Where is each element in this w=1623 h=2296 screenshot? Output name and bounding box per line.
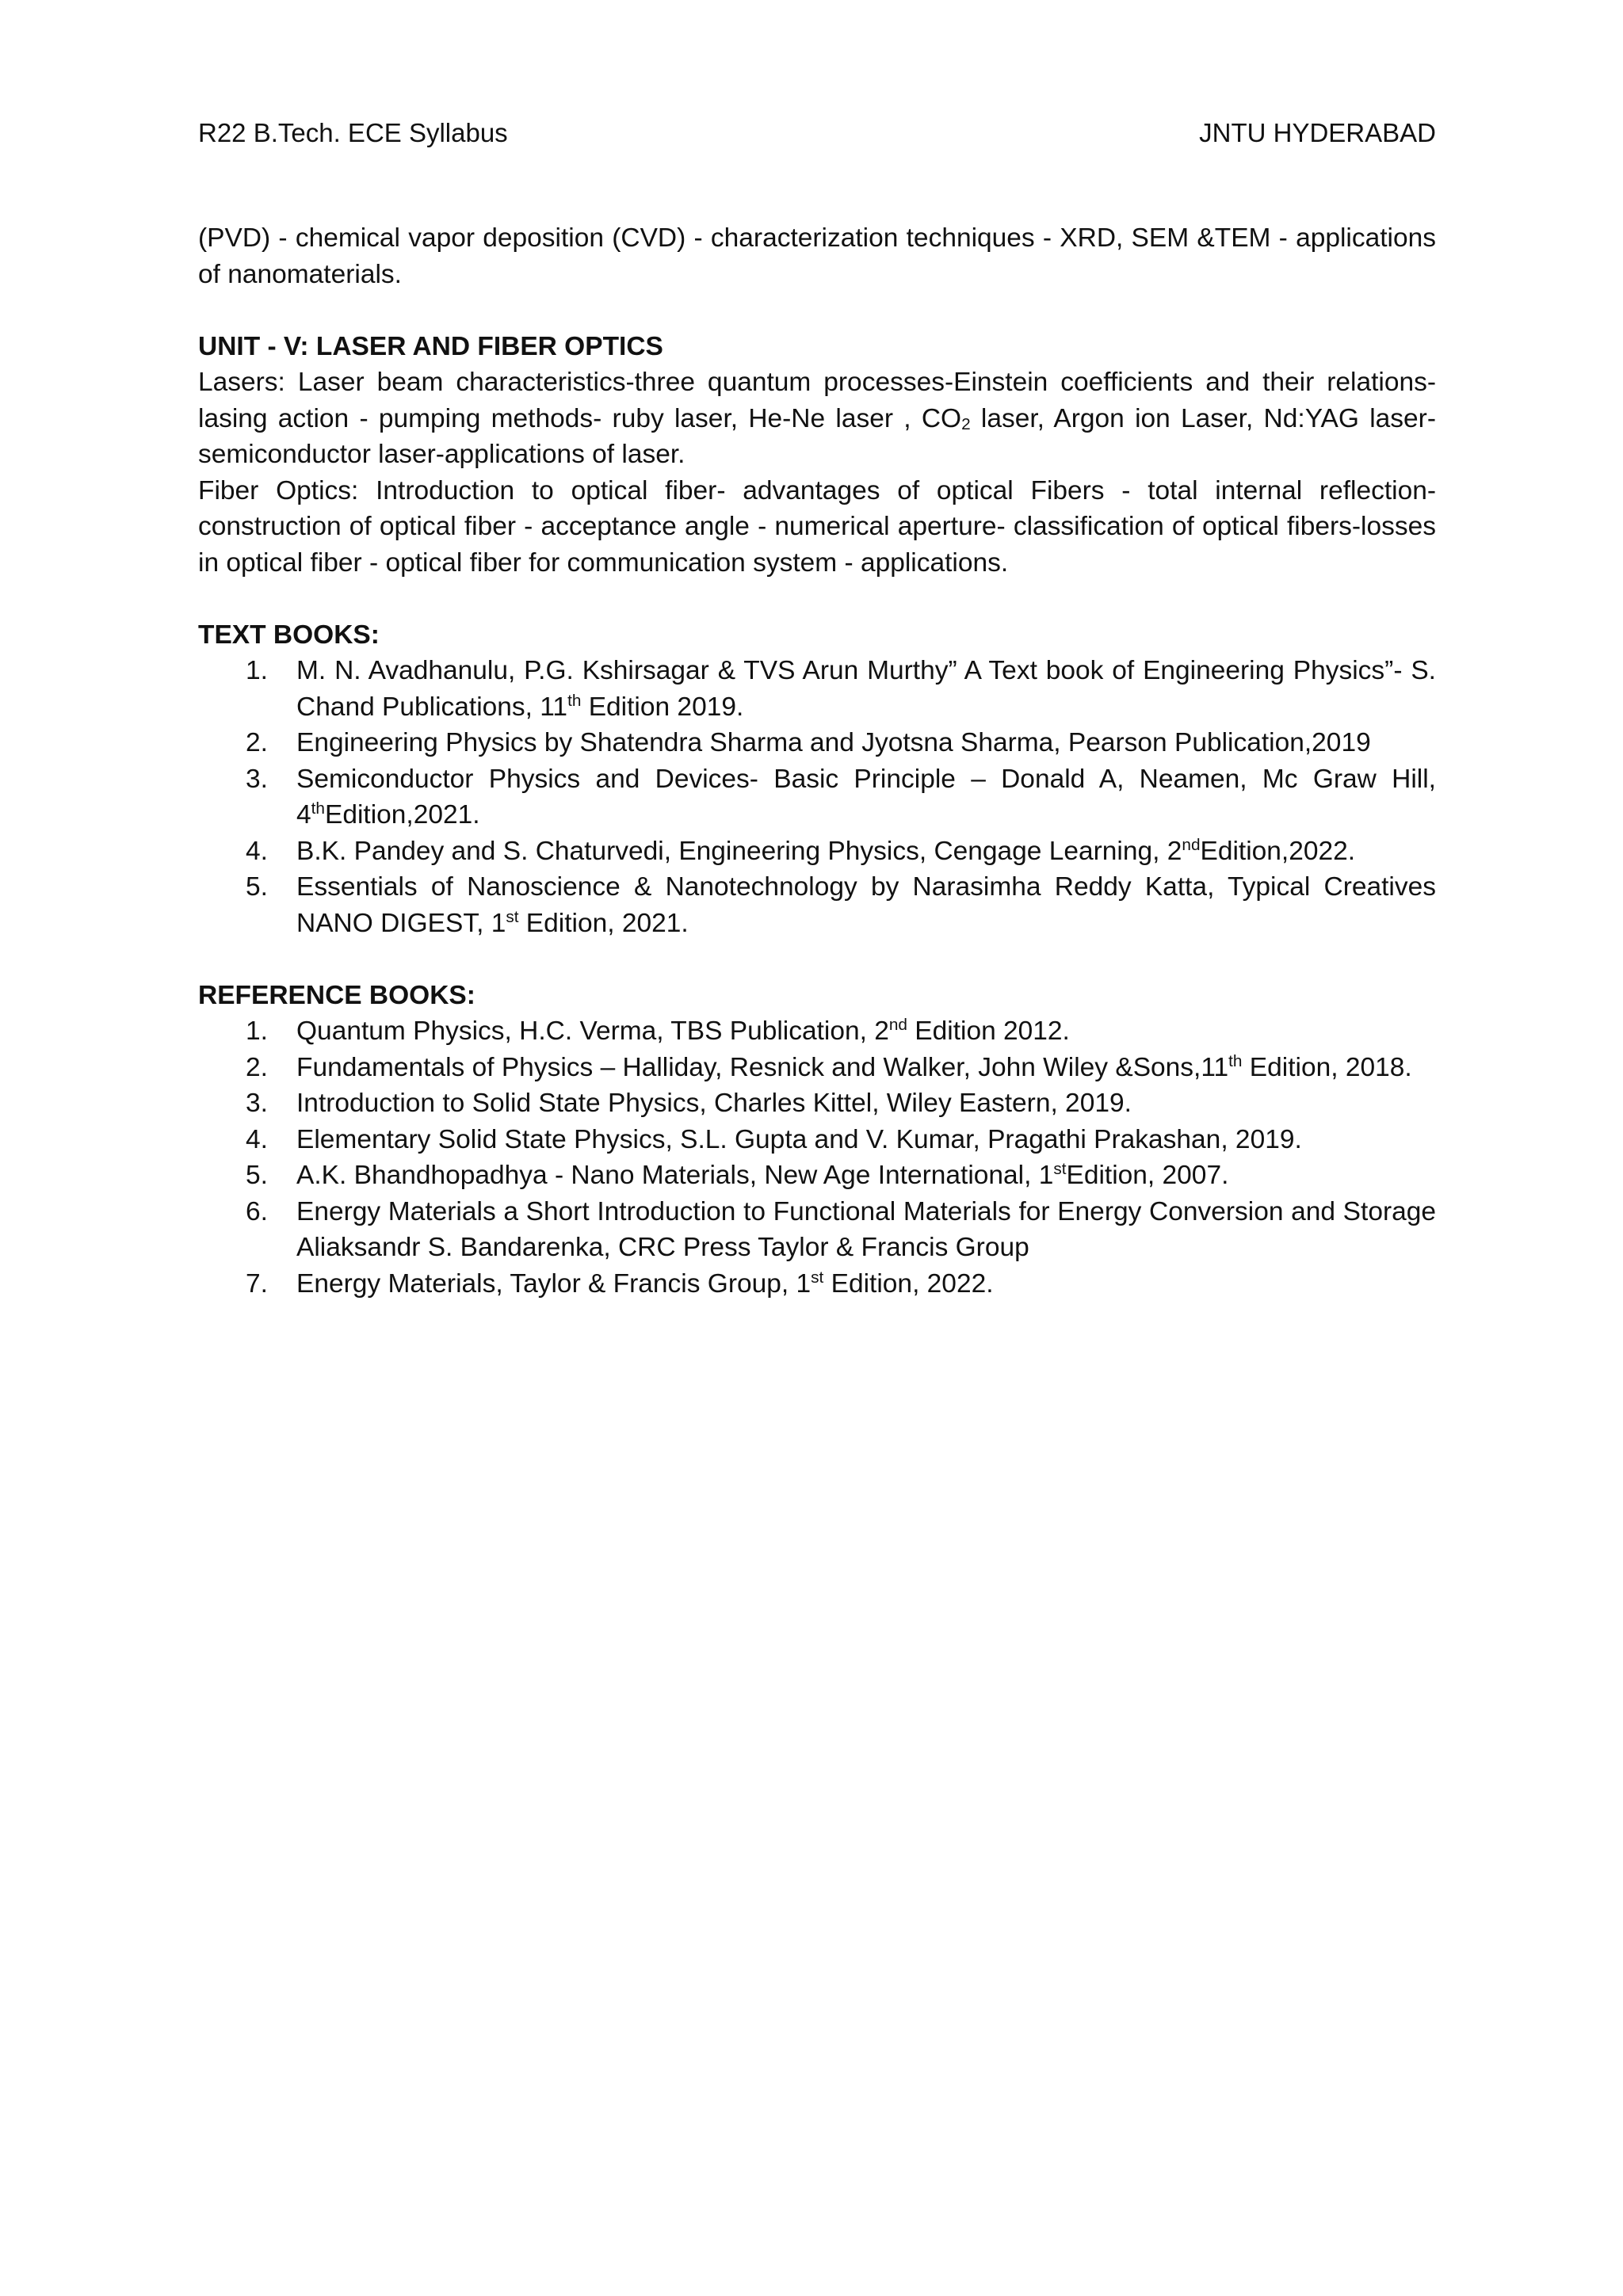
list-item	[198, 1085, 1436, 1122]
list-item	[198, 725, 1436, 761]
list-item-text-end: Edition, 2007.	[1066, 1161, 1229, 1190]
list-item-text: Introduction to Solid State Physics, Charles Kittel, Wiley Eastern, 2019.	[296, 1089, 1132, 1118]
list-item-superscript: nd	[888, 1015, 907, 1034]
list-item-text: Quantum Physics, H.C. Verma, TBS Publication, 2	[296, 1016, 889, 1046]
list-item-superscript: st	[811, 1268, 824, 1287]
list-item-superscript: st	[1053, 1159, 1067, 1178]
list-item-text-end: Edition, 2022.	[823, 1268, 994, 1299]
list-item	[198, 1266, 1436, 1302]
list-item	[198, 653, 1436, 725]
text-books-title: TEXT BOOKS:	[198, 620, 380, 650]
list-item-superscript: th	[1228, 1051, 1243, 1070]
list-item-text-end: Edition, 2021.	[518, 908, 689, 938]
list-item-number: 1.	[246, 656, 268, 685]
list-item-superscript: nd	[1182, 835, 1201, 854]
list-item-number: 1.	[246, 1016, 268, 1046]
list-item-superscript: th	[311, 799, 325, 818]
header-course: R22 B.Tech. ECE Syllabus	[198, 118, 508, 147]
list-item-text: Semiconductor Physics and Devices- Basic Principle – Donald A, Neamen, Mc Graw Hill, 4	[296, 764, 1436, 830]
list-item-number: 2.	[246, 1052, 268, 1082]
lasers-text-a: Lasers: Laser beam characteristics-three quantum processes-Einstein coefficients and their relations- lasing action - pumping methods- ruby laser, He-Ne laser , CO	[198, 368, 1436, 433]
list-item-text-end: Edition, 2018.	[1242, 1052, 1412, 1082]
list-item-number: 5.	[246, 1161, 268, 1190]
list-item	[198, 833, 1436, 870]
list-item-text: A.K. Bhandhopadhya - Nano Materials, New Age International, 1	[296, 1161, 1054, 1190]
list-item-number: 3.	[246, 1089, 268, 1118]
list-item-text: Essentials of Nanoscience & Nanotechnology by Narasimha Reddy Katta, Typical Creatives NANO DIGEST, 1	[296, 872, 1436, 938]
list-item-text-end: Edition,2022.	[1200, 836, 1356, 866]
list-item	[198, 1013, 1436, 1050]
list-item-text: M. N. Avadhanulu, P.G. Kshirsagar & TVS Arun Murthy” A Text book of Engineering Physics”- S. Chand Publications, 11	[296, 656, 1436, 722]
list-item	[198, 1122, 1436, 1158]
list-item-text: Elementary Solid State Physics, S.L. Gupta and V. Kumar, Pragathi Prakashan, 2019.	[296, 1124, 1302, 1154]
list-item-number: 4.	[246, 836, 268, 866]
list-item-number: 3.	[246, 764, 268, 794]
lasers-paragraph	[198, 364, 1436, 473]
header-university: JNTU HYDERABAD	[1199, 118, 1436, 147]
list-item-text: Fundamentals of Physics – Halliday, Resnick and Walker, John Wiley &Sons,11	[296, 1052, 1229, 1082]
lasers-subscript: 2	[961, 414, 971, 433]
spacer	[198, 581, 1436, 617]
list-item-superscript: st	[506, 907, 519, 926]
list-item-text: Energy Materials a Short Introduction to Functional Materials for Energy Conversion and Storage Aliaksandr S. Bandarenka, CRC Press Taylor & Francis Group	[296, 1196, 1436, 1262]
list-item-text-end: Edition 2019.	[581, 692, 744, 722]
list-item-number: 2.	[246, 728, 268, 757]
unit-title: UNIT - V: LASER AND FIBER OPTICS	[198, 331, 663, 361]
page-content	[198, 220, 1436, 1302]
text-books-list	[198, 653, 1436, 941]
list-item	[198, 1158, 1436, 1194]
list-item-number: 4.	[246, 1124, 268, 1154]
intro-paragraph: (PVD) - chemical vapor deposition (CVD) - characterization techniques - XRD, SEM &TEM - applications of nanomaterials.	[198, 223, 1436, 289]
list-item-superscript: th	[567, 691, 582, 710]
list-item	[198, 869, 1436, 941]
list-item-number: 6.	[246, 1196, 268, 1226]
list-item-text: B.K. Pandey and S. Chaturvedi, Engineering Physics, Cengage Learning, 2	[296, 836, 1182, 866]
spacer	[198, 292, 1436, 329]
list-item	[198, 1194, 1436, 1266]
list-item-text: Energy Materials, Taylor & Francis Group, 1	[296, 1268, 812, 1299]
spacer	[198, 941, 1436, 978]
list-item-number: 7.	[246, 1268, 268, 1299]
list-item	[198, 761, 1436, 833]
list-item-number: 5.	[246, 872, 268, 902]
list-item-text-end: Edition 2012.	[907, 1016, 1070, 1046]
fiber-optics-paragraph: Fiber Optics: Introduction to optical fiber- advantages of optical Fibers - total internal reflection-construction of optical fiber - acceptance angle - numerical aperture- classification of optical fibers-losses in optical fiber - optical fiber for communication system - applications.	[198, 475, 1436, 578]
list-item	[198, 1050, 1436, 1086]
lasers-text-b: laser, Argon ion Laser, Nd:YAG laser- semiconductor laser-applications of laser.	[198, 403, 1436, 469]
reference-books-title: REFERENCE BOOKS:	[198, 980, 475, 1010]
list-item-text-end: Edition,2021.	[324, 800, 480, 830]
list-item-text: Engineering Physics by Shatendra Sharma and Jyotsna Sharma, Pearson Publication,2019	[296, 728, 1371, 757]
reference-books-list	[198, 1013, 1436, 1302]
